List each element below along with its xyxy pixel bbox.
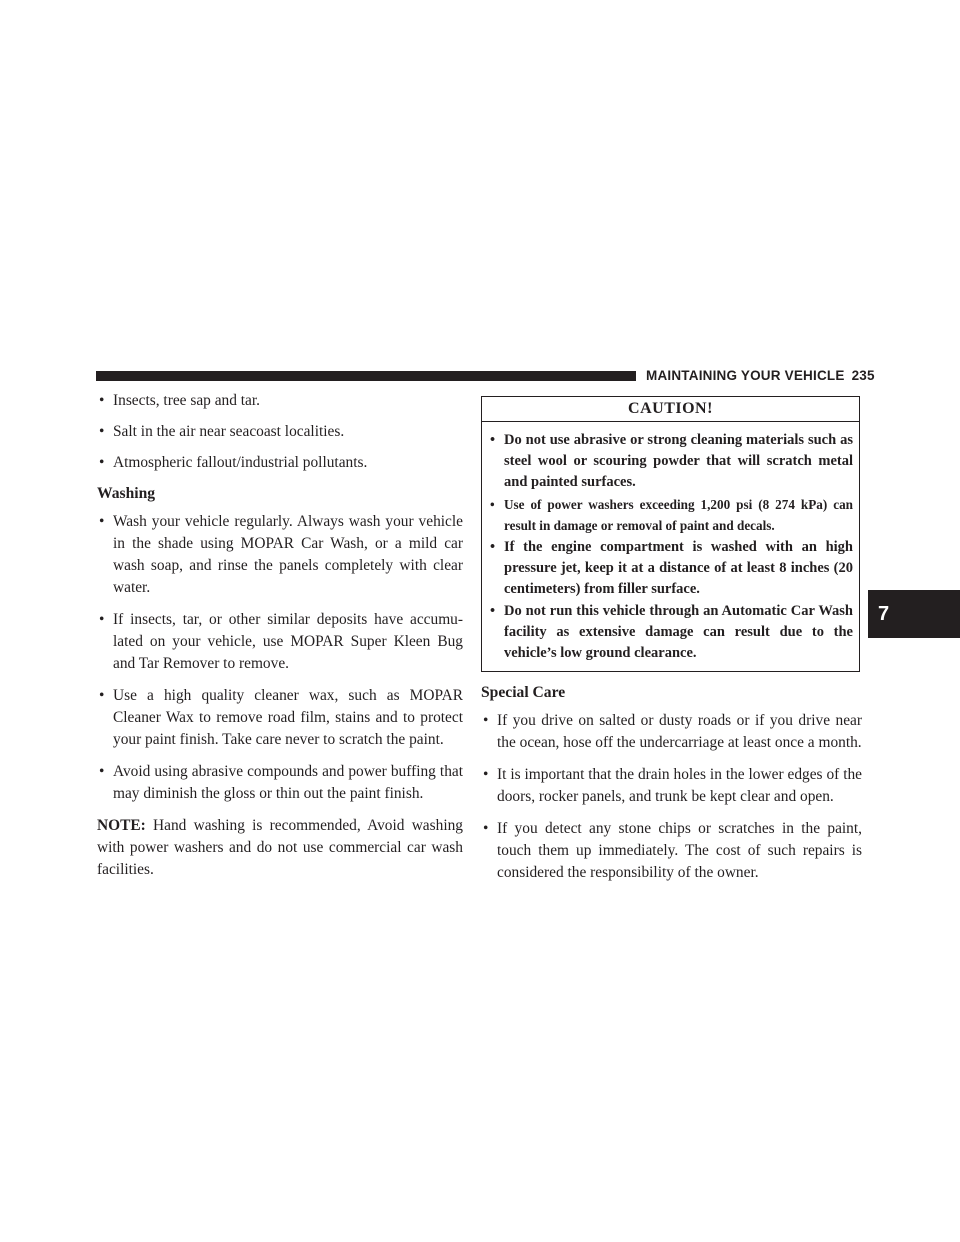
caution-item: • Use of power washers exceeding 1,200 psi (8 274 kPa) can result in damage or removal of paint and decals. [488,494,853,536]
caution-title: CAUTION! [482,397,859,422]
caution-item: • Do not run this vehicle through an Automatic Car Wash facility as extensive damage can result due to the vehicle’s low ground clearance. [488,601,853,664]
special-care-heading: Special Care [481,684,566,701]
note-text: Hand washing is recommended, Avoid washing with power washers and do not use commercial car wash facilities. [97,817,463,878]
list-item: • Salt in the air near seacoast localities. [97,421,463,443]
list-item: • If you drive on salted or dusty roads or if you drive near the ocean, hose off the undercarriage at least once a month. [481,710,862,754]
list-item: • If you detect any stone chips or scratches in the paint, touch them up immediately. The cost of such repairs is considered the responsibility of the owner. [481,818,862,884]
left-column [97,390,463,881]
section-title: MAINTAINING YOUR VEHICLE [646,368,845,383]
washing-list [97,511,463,805]
caution-list [482,422,859,671]
caution-item: • If the engine compartment is washed with an high pressure jet, keep it at a distance of at least 8 inches (20 centimeters) from filler surface. [488,537,853,600]
list-item: • Use a high quality cleaner wax, such as MOPAR Cleaner Wax to remove road film, stains and to protect your paint finish. Take care never to scratch the paint. [97,685,463,751]
intro-list [97,390,463,474]
list-item: • Insects, tree sap and tar. [97,390,463,412]
note-label: NOTE: [97,817,146,834]
list-item: • It is important that the drain holes in the lower edges of the doors, rocker panels, and trunk be kept clear and open. [481,764,862,808]
list-item: • If insects, tar, or other similar deposits have accumu-lated on your vehicle, use MOPAR Super Kleen Bug and Tar Remover to remove. [97,609,463,675]
list-item: • Avoid using abrasive compounds and power buffing that may diminish the gloss or thin out the paint finish. [97,761,463,805]
caution-box [481,396,860,672]
washing-heading: Washing [97,485,156,502]
caution-item: • Do not use abrasive or strong cleaning materials such as steel wool or scouring powder that will scratch metal and painted surfaces. [488,430,853,493]
list-item: • Wash your vehicle regularly. Always wash your vehicle in the shade using MOPAR Car Wash, or a mild car wash soap, and rinse the panels completely with clear water. [97,511,463,599]
chapter-tab: 7 [868,590,960,638]
right-column [481,396,862,894]
note-paragraph [97,815,463,881]
page-number: 235 [851,368,875,383]
header-rule [96,371,636,381]
running-header [646,368,875,383]
list-item: • Atmospheric fallout/industrial pollutants. [97,452,463,474]
special-care-list [481,710,862,884]
